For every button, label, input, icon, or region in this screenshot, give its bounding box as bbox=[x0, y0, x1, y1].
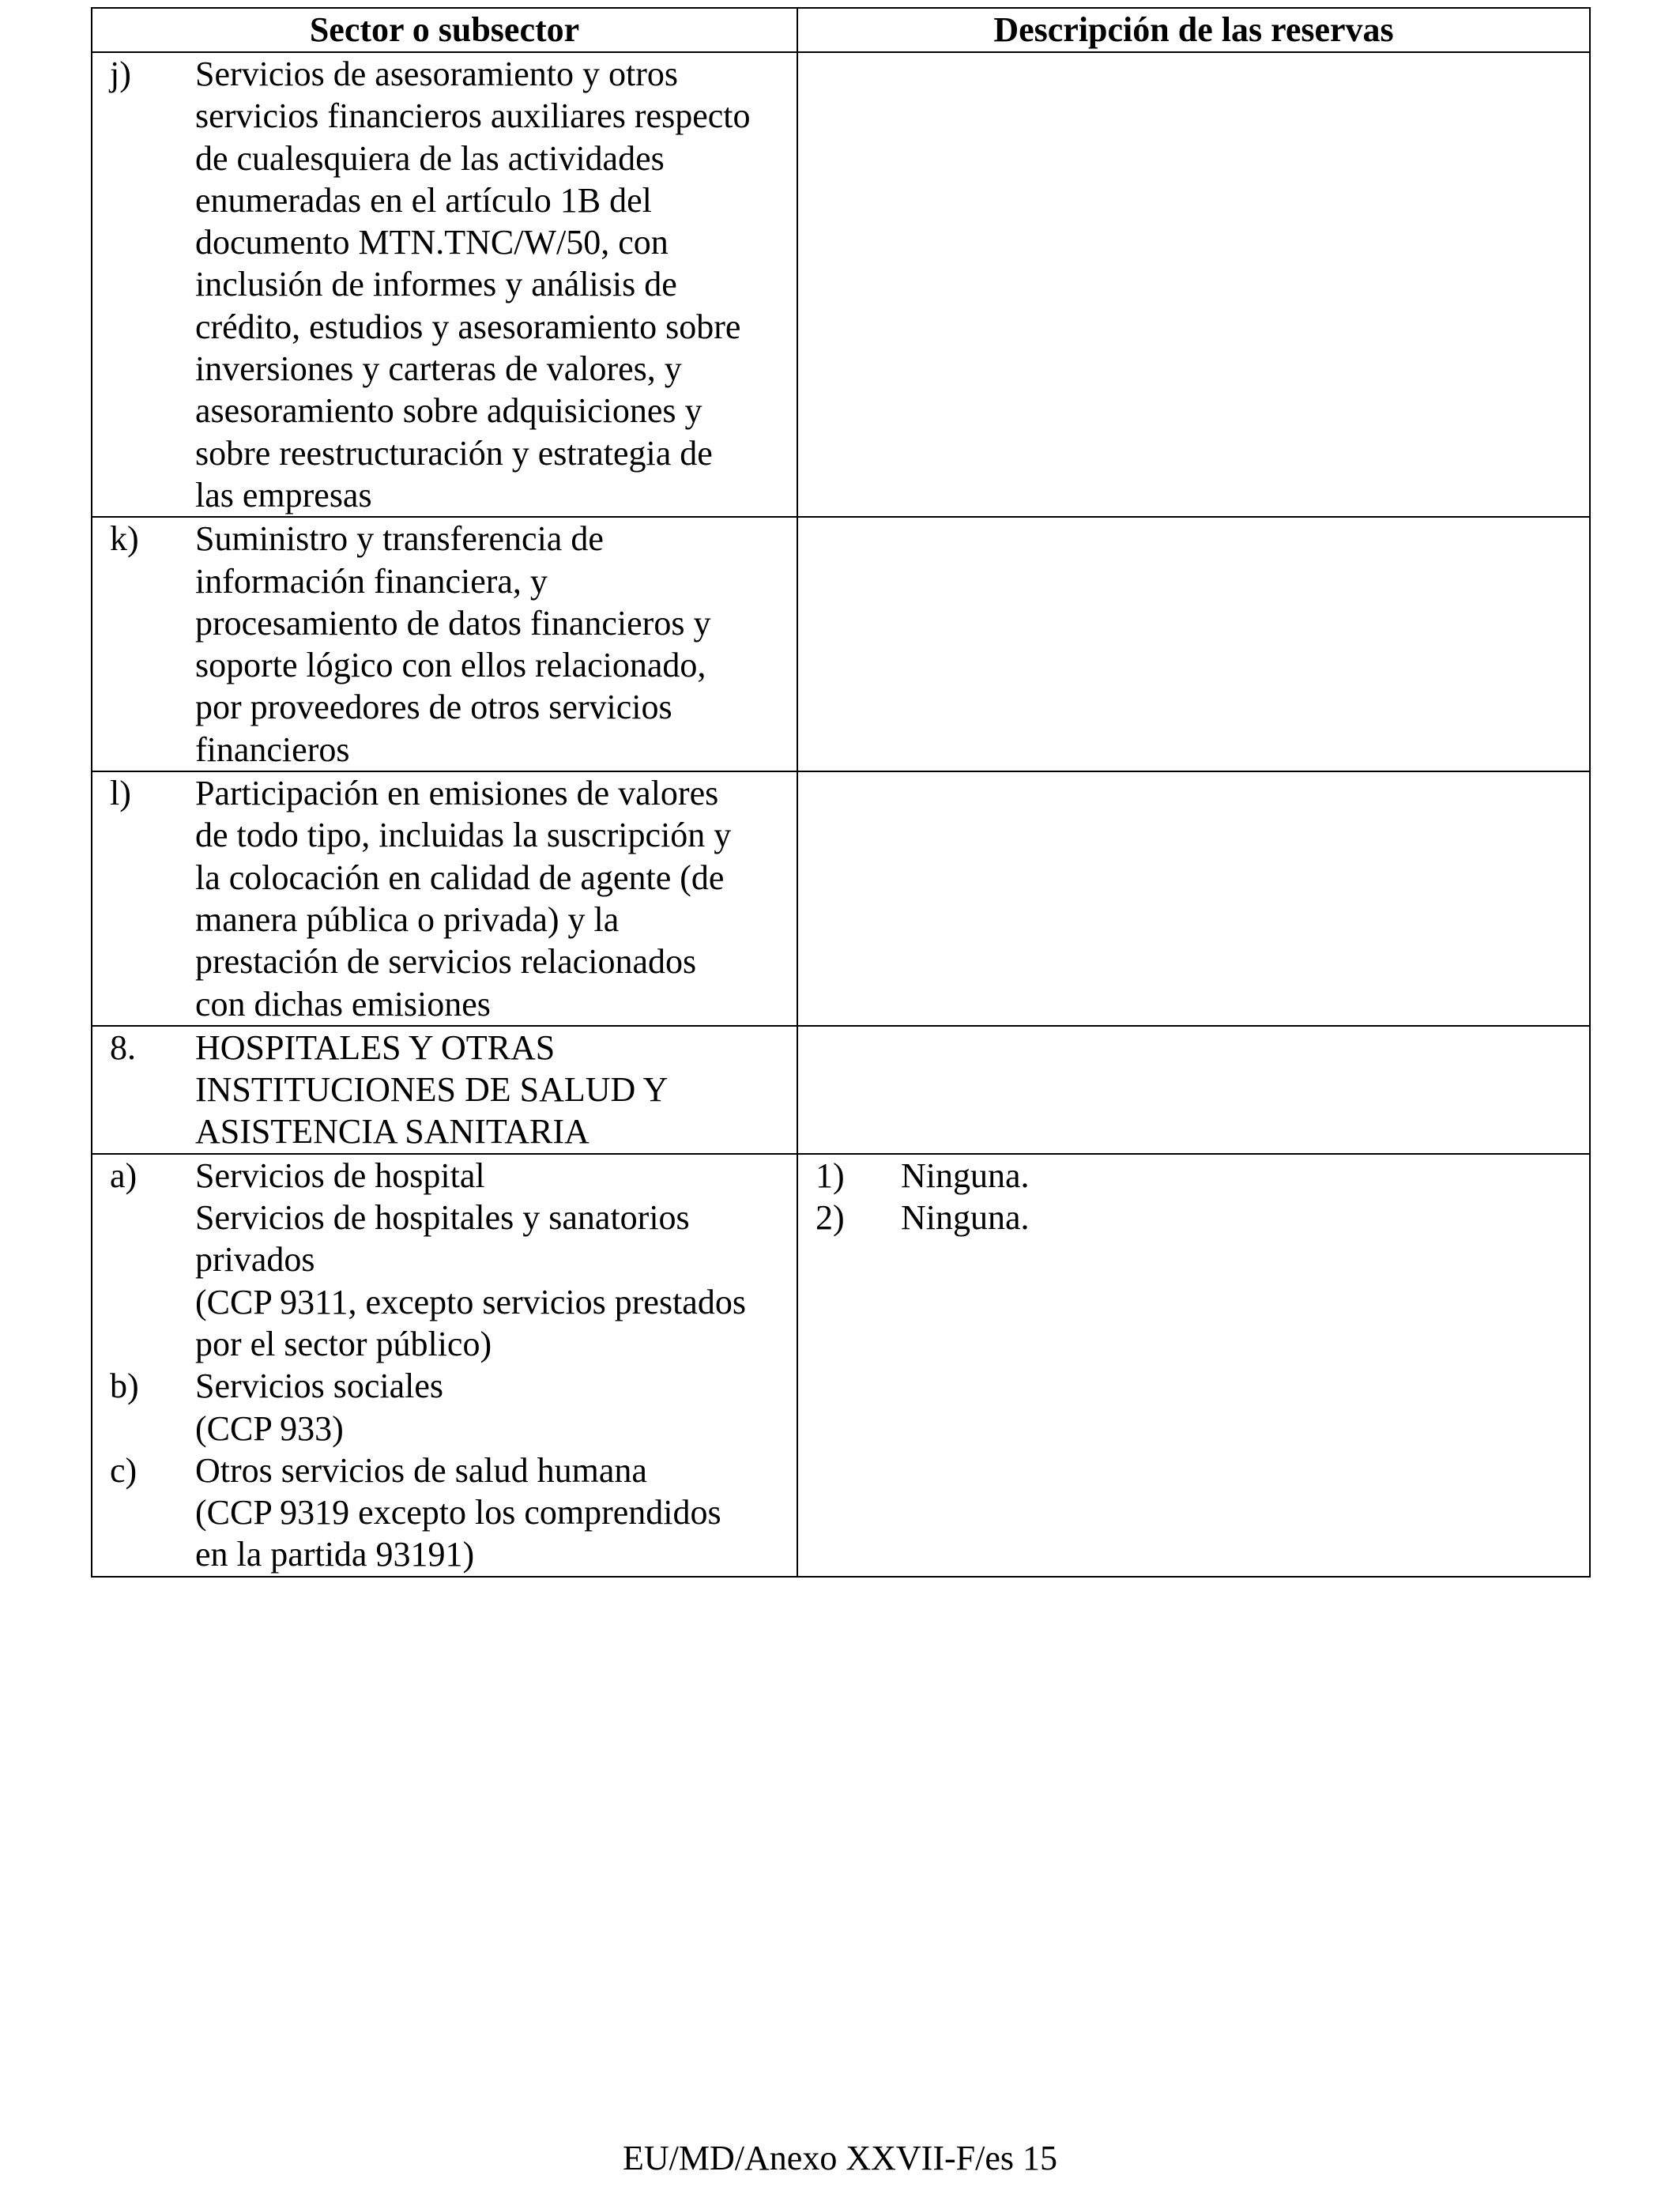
sector-item-line: privados bbox=[195, 1240, 315, 1280]
sector-item-line: ASISTENCIA SANITARIA bbox=[195, 1112, 590, 1152]
reservas-cell bbox=[797, 1154, 1590, 1577]
sector-cell bbox=[92, 1154, 797, 1577]
sector-item-line: procesamiento de datos financieros y bbox=[195, 603, 711, 643]
column-header-sector: Sector o subsector bbox=[92, 8, 797, 52]
sector-item-line: de cualesquiera de las actividades bbox=[195, 138, 665, 178]
sector-item-line: Servicios de hospitales y sanatorios bbox=[195, 1198, 690, 1238]
sector-item-text bbox=[195, 518, 797, 771]
reserva-item bbox=[816, 1197, 1589, 1238]
sector-item-line: crédito, estudios y asesoramiento sobre bbox=[195, 307, 741, 346]
reservations-table bbox=[91, 7, 1591, 1578]
reservas-cell bbox=[797, 517, 1590, 771]
sector-cell bbox=[92, 771, 797, 1026]
sector-item-line: (CCP 9319 excepto los comprendidos bbox=[195, 1493, 721, 1532]
sector-item-line: enumeradas en el artículo 1B del bbox=[195, 180, 652, 220]
reserva-item bbox=[816, 1155, 1589, 1197]
table-row bbox=[92, 1154, 1590, 1577]
sector-item-line: de todo tipo, incluidas la suscripción y bbox=[195, 816, 732, 855]
reservas-cell bbox=[797, 1026, 1590, 1154]
sector-item-label: b) bbox=[110, 1367, 139, 1406]
sector-item-line: soporte lógico con ellos relacionado, bbox=[195, 646, 706, 685]
table-row bbox=[92, 771, 1590, 1026]
reserva-item-label: 2) bbox=[816, 1198, 845, 1238]
sector-item-line: Servicios de asesoramiento y otros bbox=[195, 55, 678, 93]
sector-item-line: por proveedores de otros servicios bbox=[195, 688, 672, 727]
sector-item-line: Suministro y transferencia de bbox=[195, 519, 604, 559]
sector-item-text bbox=[195, 1365, 797, 1449]
sector-item-label: a) bbox=[110, 1155, 137, 1195]
sector-item-text bbox=[195, 1027, 797, 1153]
sector-item bbox=[110, 772, 797, 1025]
sector-item-label: k) bbox=[110, 519, 139, 559]
table-row bbox=[92, 52, 1590, 517]
sector-item-line: con dichas emisiones bbox=[195, 984, 491, 1023]
sector-item bbox=[110, 53, 797, 516]
sector-item-line: la colocación en calidad de agente (de bbox=[195, 858, 725, 897]
sector-item-text bbox=[195, 53, 797, 516]
sector-item-line: inclusión de informes y análisis de bbox=[195, 265, 677, 304]
sector-item-line: HOSPITALES Y OTRAS bbox=[195, 1027, 556, 1067]
sector-item-line: Servicios de hospital bbox=[195, 1155, 485, 1195]
sector-item-line: Participación en emisiones de valores bbox=[195, 774, 719, 813]
sector-cell bbox=[92, 52, 797, 517]
sector-item-line: INSTITUCIONES DE SALUD Y bbox=[195, 1070, 669, 1110]
sector-item bbox=[110, 1449, 797, 1576]
reservas-cell bbox=[797, 52, 1590, 517]
reserva-item-text: Ninguna. bbox=[901, 1155, 1030, 1195]
sector-item-text bbox=[195, 1449, 797, 1576]
sector-item bbox=[110, 1155, 797, 1365]
sector-item-line: asesoramiento sobre adquisiciones y bbox=[195, 391, 703, 431]
sector-item-label: j) bbox=[110, 55, 131, 93]
table-row bbox=[92, 1026, 1590, 1154]
sector-item-line: Otros servicios de salud humana bbox=[195, 1450, 647, 1490]
sector-item-line: (CCP 933) bbox=[195, 1408, 344, 1448]
sector-item bbox=[110, 518, 797, 771]
table-row bbox=[92, 517, 1590, 771]
sector-cell bbox=[92, 517, 797, 771]
sector-item-line: por el sector público) bbox=[195, 1324, 492, 1363]
sector-item-label: 8. bbox=[110, 1027, 136, 1067]
sector-item-line: Servicios sociales bbox=[195, 1367, 444, 1406]
sector-item bbox=[110, 1365, 797, 1449]
column-header-reservas: Descripción de las reservas bbox=[797, 8, 1590, 52]
page-footer: EU/MD/Anexo XXVII-F/es 15 bbox=[623, 2139, 1057, 2177]
sector-item-line: manera pública o privada) y la bbox=[195, 899, 620, 939]
sector-item-line: prestación de servicios relacionados bbox=[195, 942, 697, 982]
reservas-cell bbox=[797, 771, 1590, 1026]
sector-item-line: en la partida 93191) bbox=[195, 1535, 475, 1574]
sector-item-line: financieros bbox=[195, 729, 350, 769]
sector-cell bbox=[92, 1026, 797, 1154]
sector-item-line: servicios financieros auxiliares respecto bbox=[195, 96, 751, 136]
reserva-item-label: 1) bbox=[816, 1155, 845, 1195]
sector-item-line: inversiones y carteras de valores, y bbox=[195, 349, 682, 389]
sector-item-line: las empresas bbox=[195, 475, 372, 515]
table-body bbox=[92, 52, 1590, 1577]
sector-item bbox=[110, 1027, 797, 1153]
sector-item-line: documento MTN.TNC/W/50, con bbox=[195, 223, 669, 262]
sector-item-line: sobre reestructuración y estrategia de bbox=[195, 433, 713, 473]
sector-item-text bbox=[195, 1155, 797, 1365]
sector-item-line: (CCP 9311, excepto servicios prestados bbox=[195, 1282, 746, 1321]
sector-item-text bbox=[195, 772, 797, 1025]
reserva-item-text: Ninguna. bbox=[901, 1198, 1030, 1238]
sector-item-label: l) bbox=[110, 774, 131, 813]
table-header-row bbox=[92, 8, 1590, 52]
sector-item-line: información financiera, y bbox=[195, 561, 548, 601]
sector-item-label: c) bbox=[110, 1450, 137, 1490]
